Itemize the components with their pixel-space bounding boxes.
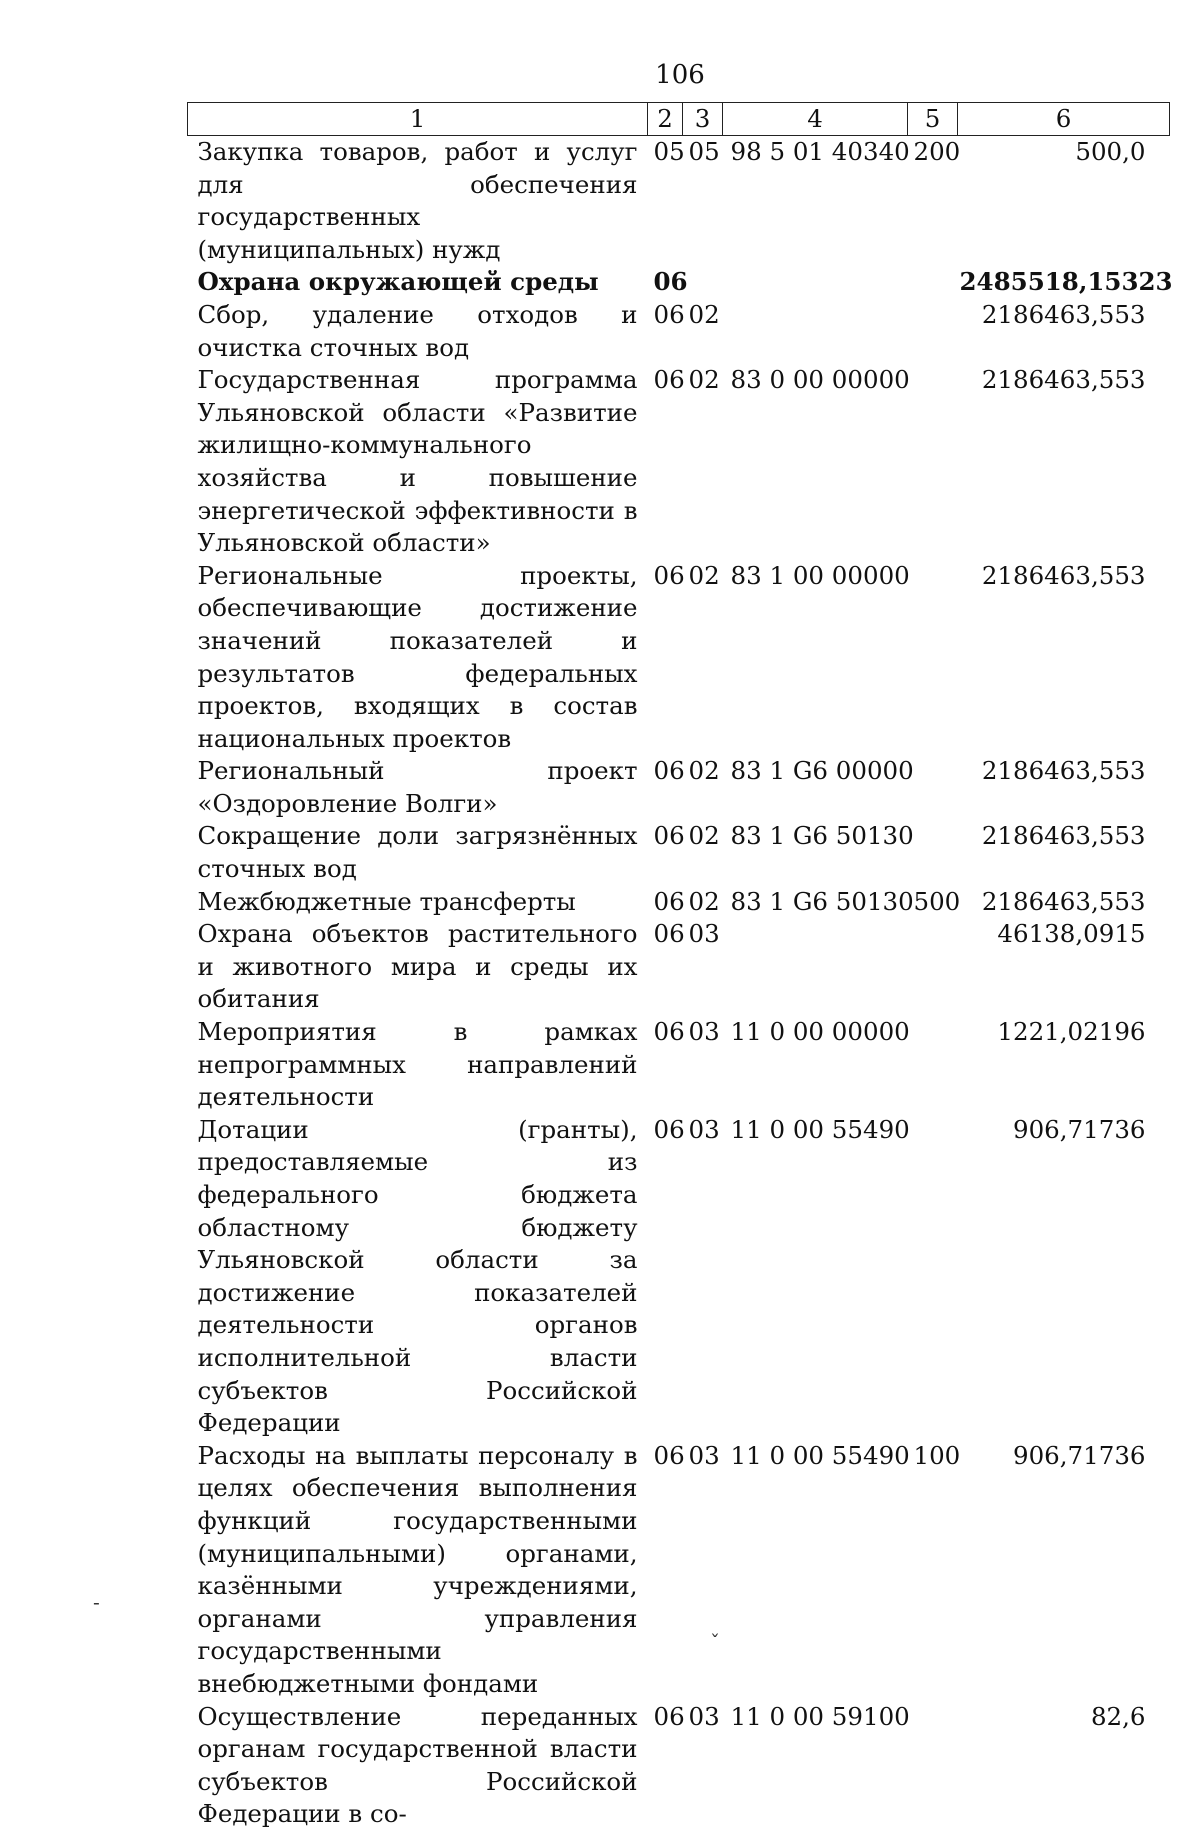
row-name: Мероприятия в рамках непрограммных направлений деятельности	[197, 1017, 638, 1112]
table-row	[188, 755, 1170, 820]
row-target-article: 83 1 00 00000	[730, 560, 910, 590]
row-expense-type	[908, 266, 958, 299]
table-row	[188, 1114, 1170, 1440]
row-amount: 82,6	[1090, 1701, 1146, 1731]
row-section: 06	[653, 365, 685, 395]
row-section: 06	[653, 756, 685, 786]
row-name: Сбор, удаление отходов и очистка сточных вод	[197, 299, 638, 362]
row-subsection: 02	[688, 560, 720, 590]
row-target-article	[723, 299, 908, 364]
scan-artifact: -	[93, 1590, 100, 1614]
header-col-4: 4	[723, 103, 908, 136]
table-row	[188, 820, 1170, 885]
row-amount: 906,71736	[1013, 1440, 1146, 1470]
row-subsection: 03	[688, 1017, 720, 1047]
table-row	[188, 299, 1170, 364]
row-amount: 906,71736	[1013, 1114, 1146, 1144]
row-expense-type: 100	[913, 1440, 961, 1470]
row-target-article	[723, 266, 908, 299]
row-amount: 2485518,15323	[959, 267, 1173, 297]
header-col-2: 2	[648, 103, 683, 136]
scan-artifact: ˇ	[710, 1630, 720, 1654]
row-section: 06	[653, 1701, 685, 1731]
table-row	[188, 886, 1170, 919]
row-subsection: 02	[688, 821, 720, 851]
row-amount: 46138,0915	[997, 919, 1146, 949]
row-name: Охрана окружающей среды	[197, 267, 599, 297]
row-name: Межбюджетные трансферты	[197, 886, 576, 916]
row-section: 06	[653, 919, 685, 949]
row-target-article: 83 1 G6 00000	[730, 756, 914, 786]
row-expense-type	[908, 755, 958, 820]
table-row	[188, 1016, 1170, 1114]
row-target-article: 11 0 00 55490	[730, 1440, 910, 1470]
row-expense-type	[908, 560, 958, 756]
row-name: Осуществление переданных органам государственной власти субъектов Российской Федерации в со-	[197, 1701, 638, 1829]
row-section: 06	[653, 267, 688, 297]
table-row	[188, 266, 1170, 299]
row-amount: 2186463,553	[981, 756, 1146, 786]
row-name: Государственная программа Ульяновской области «Развитие жилищно-коммунального хозяйства и повышение энергетической эффективности в Ульяновской области»	[197, 365, 638, 558]
row-amount: 500,0	[1075, 137, 1146, 166]
row-target-article: 83 0 00 00000	[730, 365, 910, 395]
row-name: Дотации (гранты), предоставляемые из федерального бюджета областному бюджету Ульяновской области за достижение показателей деятельности органов исполнительной власти субъектов Российской Федерации	[197, 1114, 638, 1438]
row-amount: 1221,02196	[997, 1017, 1146, 1047]
row-section: 06	[653, 1440, 685, 1470]
row-target-article: 11 0 00 55490	[730, 1114, 910, 1144]
row-name: Закупка товаров, работ и услуг для обеспечения государственных (муниципальных) нужд	[197, 137, 638, 264]
row-subsection	[683, 266, 723, 299]
row-expense-type: 500	[913, 886, 961, 916]
row-section: 06	[653, 560, 685, 590]
row-section: 06	[653, 1114, 685, 1144]
row-name: Сокращение доли загрязнённых сточных вод	[197, 821, 638, 884]
row-section: 06	[653, 821, 685, 851]
row-expense-type	[908, 364, 958, 560]
header-col-3: 3	[683, 103, 723, 136]
row-subsection: 02	[688, 299, 720, 329]
row-subsection: 03	[688, 1701, 720, 1731]
row-amount: 2186463,553	[981, 886, 1146, 916]
table-row	[188, 136, 1170, 267]
table-body	[188, 136, 1173, 1831]
row-subsection: 03	[688, 1440, 720, 1470]
row-section: 06	[653, 299, 685, 329]
row-subsection: 03	[688, 919, 720, 949]
table-row	[188, 1440, 1170, 1701]
table-row	[188, 1701, 1170, 1831]
table-row	[188, 364, 1170, 560]
table-row	[188, 560, 1170, 756]
row-target-article: 11 0 00 00000	[730, 1017, 910, 1047]
header-col-1: 1	[188, 103, 648, 136]
table-row	[188, 918, 1170, 1016]
row-amount: 2186463,553	[981, 299, 1146, 329]
header-col-6: 6	[958, 103, 1170, 136]
row-expense-type	[908, 1016, 958, 1114]
row-target-article: 11 0 00 59100	[730, 1701, 910, 1731]
row-subsection: 05	[688, 137, 720, 166]
row-amount: 2186463,553	[981, 821, 1146, 851]
row-subsection: 03	[688, 1114, 720, 1144]
row-section: 06	[653, 1017, 685, 1047]
row-expense-type	[908, 1114, 958, 1440]
row-target-article: 98 5 01 40340	[730, 137, 910, 166]
row-target-article	[723, 918, 908, 1016]
row-section: 05	[653, 137, 685, 166]
row-amount: 2186463,553	[981, 560, 1146, 590]
row-target-article: 83 1 G6 50130	[730, 886, 914, 916]
page-number: 106	[655, 60, 705, 90]
row-subsection: 02	[688, 886, 720, 916]
row-expense-type	[908, 918, 958, 1016]
row-target-article: 83 1 G6 50130	[730, 821, 914, 851]
row-subsection: 02	[688, 756, 720, 786]
row-name: Региональные проекты, обеспечивающие достижение значений показателей и результатов федеральных проектов, входящих в состав национальных проектов	[197, 560, 638, 753]
row-expense-type: 200	[913, 137, 961, 166]
row-amount: 2186463,553	[981, 365, 1146, 395]
row-expense-type	[908, 820, 958, 885]
budget-table	[187, 102, 1173, 1831]
header-col-5: 5	[908, 103, 958, 136]
row-expense-type	[908, 1701, 958, 1831]
row-section: 06	[653, 886, 685, 916]
row-subsection: 02	[688, 365, 720, 395]
row-name: Охрана объектов растительного и животного мира и среды их обитания	[197, 919, 638, 1014]
table-header	[188, 103, 1170, 136]
row-name: Региональный проект «Оздоровление Волги»	[197, 756, 638, 818]
row-name: Расходы на выплаты персоналу в целях обеспечения выполнения функций государственными (муниципальными) органами, казёнными учреждениями, органами управления государственными внебюджетными фондами	[197, 1440, 638, 1698]
row-expense-type	[908, 299, 958, 364]
